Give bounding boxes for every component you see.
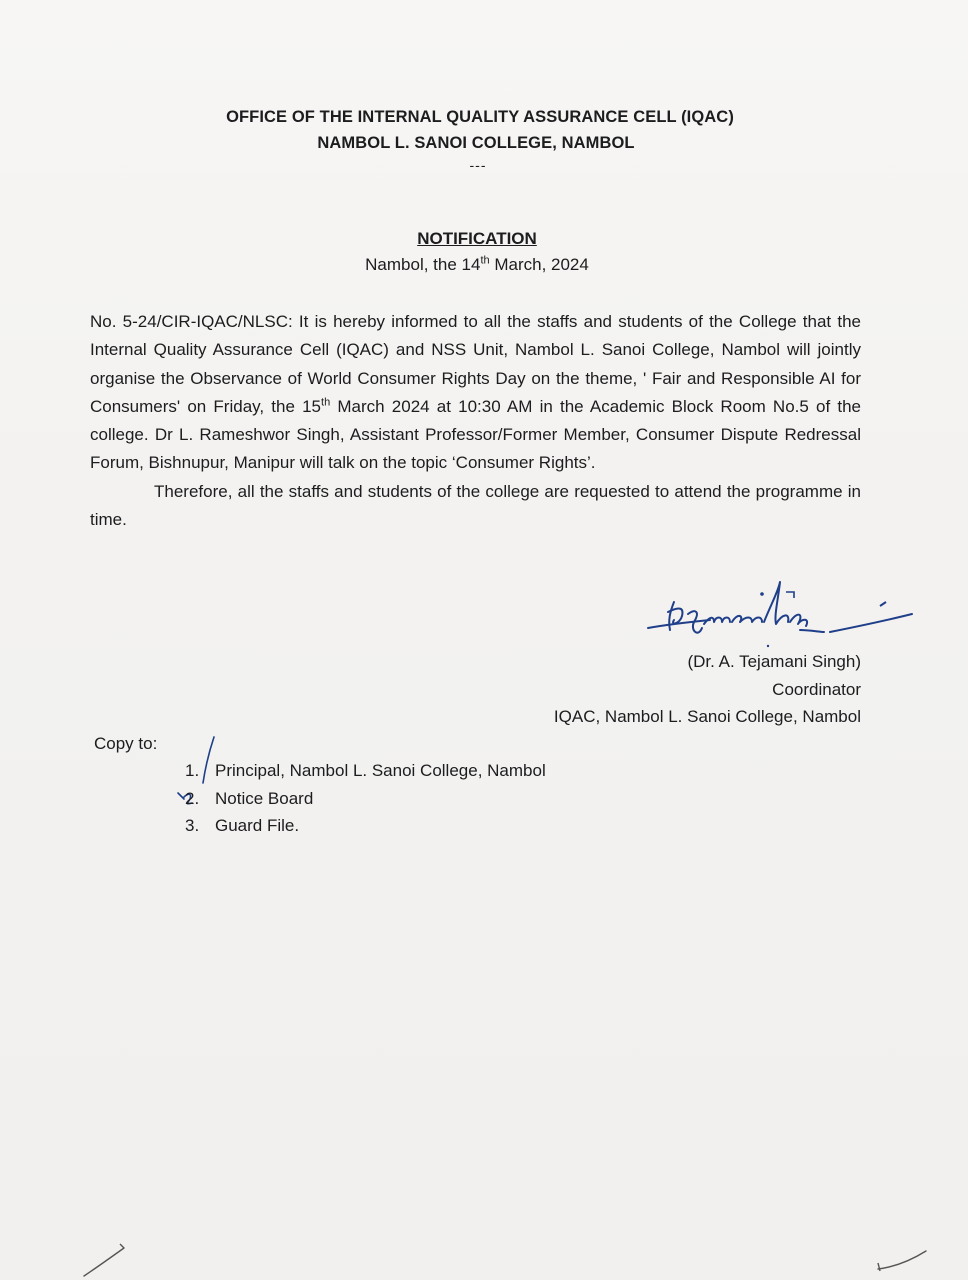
date-ordinal: th bbox=[480, 254, 490, 267]
signatory-block bbox=[554, 648, 861, 731]
list-item bbox=[185, 812, 546, 840]
para1-text-a: No. 5-24/CIR-IQAC/NLSC: It is hereby informed to all the staffs and students of the College that the Internal Quality Assurance Cell (IQAC) and NSS Unit, Nambol L. Sanoi College, Nambol will jointly organise the Observance of World Consumer Rights Day on the theme, ' Fair and Responsible AI for Consumers' on Friday, the 15 bbox=[90, 312, 861, 416]
college-name: NAMBOL L. SANOI COLLEGE, NAMBOL bbox=[317, 134, 635, 152]
signatory-designation: Coordinator bbox=[772, 679, 861, 699]
list-item bbox=[185, 785, 546, 813]
notification-date bbox=[0, 250, 968, 280]
date-prefix: Nambol, the 14 bbox=[365, 255, 481, 274]
handwritten-signature bbox=[640, 572, 920, 652]
body-paragraph-1 bbox=[90, 308, 861, 478]
list-item bbox=[185, 757, 546, 785]
notification-title: NOTIFICATION bbox=[417, 229, 537, 248]
notification-heading bbox=[0, 228, 968, 280]
corner-pen-mark-left bbox=[80, 1240, 130, 1280]
list-item-text: Guard File. bbox=[215, 816, 300, 835]
letterhead bbox=[0, 104, 968, 174]
para1-ordinal: th bbox=[321, 396, 331, 409]
body-paragraph-2: Therefore, all the staffs and students of the college are requested to attend the programme in time. bbox=[90, 481, 861, 530]
signatory-office: IQAC, Nambol L. Sanoi College, Nambol bbox=[553, 707, 861, 726]
list-item-number: 3. bbox=[185, 816, 200, 835]
copy-to-label: Copy to: bbox=[94, 734, 158, 753]
list-item-text: Principal, Nambol L. Sanoi College, Nambol bbox=[215, 761, 546, 780]
list-item-text: Notice Board bbox=[215, 788, 314, 808]
list-item-number: 1. bbox=[185, 761, 200, 780]
notification-body bbox=[90, 308, 861, 534]
corner-pen-mark-right bbox=[874, 1245, 934, 1275]
copy-to-list bbox=[185, 757, 546, 840]
list-item-number: 2. bbox=[185, 788, 200, 808]
para1-text-b: March 2024 at 10:30 AM in the Academic Block Room No.5 of the college. Dr L. Rameshwor Singh, Assistant Professor/Former Member, Consumer Dispute Redressal Forum, Bishnupur, Manipur will talk on the topic ‘Consumer Rights’. bbox=[90, 396, 862, 473]
header-separator: --- bbox=[469, 157, 487, 173]
date-suffix: March, 2024 bbox=[489, 255, 589, 274]
signatory-name: (Dr. A. Tejamani Singh) bbox=[687, 652, 861, 671]
office-title: OFFICE OF THE INTERNAL QUALITY ASSURANCE CELL (IQAC) bbox=[226, 108, 734, 126]
